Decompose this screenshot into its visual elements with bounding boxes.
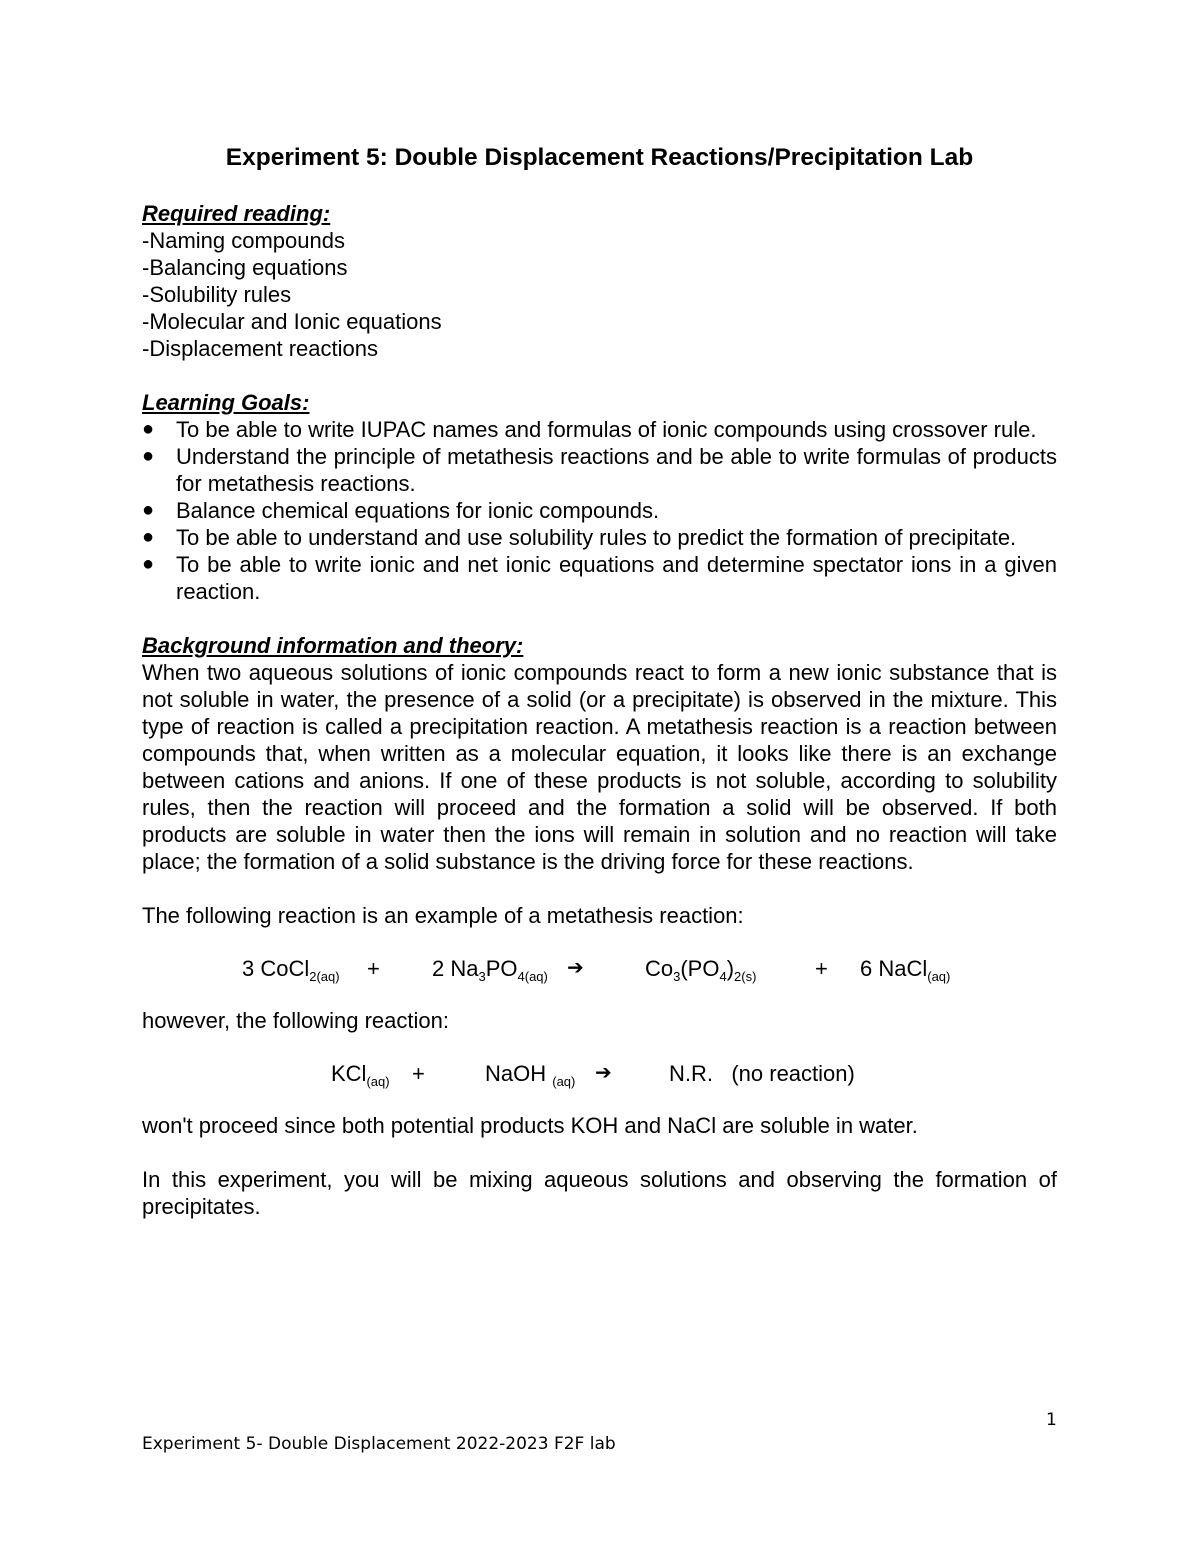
arrow-icon: ➔ bbox=[595, 1062, 612, 1084]
bullet-icon: ● bbox=[142, 526, 155, 548]
reactant-cocl2: 3 CoCl$_{2(aq)}$ bbox=[242, 956, 340, 984]
arrow-icon: ➔ bbox=[567, 957, 584, 979]
reading-item: -Molecular and Ionic equations bbox=[142, 309, 442, 334]
list-item: ● Balance chemical equations for ionic compounds. bbox=[142, 498, 660, 523]
learning-goals-list bbox=[142, 416, 1057, 605]
reading-item: -Solubility rules bbox=[142, 282, 292, 307]
no-reaction-equation bbox=[142, 1052, 1057, 1096]
example-intro: The following reaction is an example of a metathesis reaction: bbox=[142, 903, 744, 928]
background-heading: Background information and theory: bbox=[142, 633, 524, 658]
plus-sign: + bbox=[367, 956, 380, 981]
list-item: ● Understand the principle of metathesis reactions and be able to write formulas of products for metathesis reactions. bbox=[142, 444, 1057, 496]
background-paragraph: When two aqueous solutions of ionic compounds react to form a new ionic substance that is not soluble in water, the presence of a solid (or a precipitate) is observed in the mixture. This type of reaction is called a precipitation reaction. A metathesis reaction is a reaction between compounds that, when written as a molecular equation, it looks like there is an exchange between cations and anions. If one of these products is not soluble, according to solubility rules, then the reaction will proceed and the formation a solid will be observed. If both products are soluble in water then the ions will remain in solution and no reaction will take place; the formation of a solid substance is the driving force for these reactions. bbox=[142, 660, 1057, 874]
bullet-icon: ● bbox=[142, 418, 155, 440]
bullet-icon: ● bbox=[142, 445, 155, 467]
list-item: ● To be able to write IUPAC names and formulas of ionic compounds using crossover rule. bbox=[142, 417, 1037, 442]
plus-sign: + bbox=[412, 1061, 425, 1086]
list-item: ● To be able to write ionic and net ionic equations and determine spectator ions in a given reaction. bbox=[142, 552, 1057, 604]
required-reading-heading: Required reading: bbox=[142, 201, 331, 226]
conclusion-text: won't proceed since both potential products KOH and NaCl are soluble in water. bbox=[142, 1113, 918, 1138]
required-reading-list bbox=[142, 227, 1057, 362]
bullet-icon: ● bbox=[142, 553, 155, 575]
final-paragraph: In this experiment, you will be mixing aqueous solutions and observing the formation of precipitates. bbox=[142, 1167, 1057, 1219]
product-nacl: 6 NaCl$_{(aq)}$ bbox=[860, 956, 951, 984]
reactant-na3po4: 2 $Na_3PO_{4(aq)}$ bbox=[432, 956, 548, 984]
page-title: Experiment 5: Double Displacement Reactions/Precipitation Lab bbox=[225, 144, 974, 171]
reactant-kcl: KCl$_{(aq)}$ bbox=[331, 1061, 390, 1089]
bullet-icon: ● bbox=[142, 499, 155, 521]
page-number: 1 bbox=[1046, 1410, 1057, 1430]
learning-goals-heading: Learning Goals: bbox=[142, 390, 310, 415]
product-co3po42: $Co_3(PO_4)_{2(s)}$ bbox=[645, 956, 757, 984]
reading-item: -Balancing equations bbox=[142, 255, 348, 280]
reading-item: -Naming compounds bbox=[142, 228, 345, 253]
document-page bbox=[142, 140, 1057, 1220]
reactant-naoh: NaOH $_{(aq)}$ bbox=[485, 1061, 576, 1089]
plus-sign: + bbox=[815, 956, 828, 981]
product-no-reaction: N.R. (no reaction) bbox=[669, 1061, 855, 1086]
metathesis-equation bbox=[142, 947, 1057, 991]
however-text: however, the following reaction: bbox=[142, 1008, 449, 1033]
reading-item: -Displacement reactions bbox=[142, 336, 378, 361]
list-item: ● To be able to understand and use solubility rules to predict the formation of precipitate. bbox=[142, 525, 1017, 550]
page-footer: Experiment 5- Double Displacement 2022-2023 F2F lab bbox=[142, 1434, 616, 1454]
